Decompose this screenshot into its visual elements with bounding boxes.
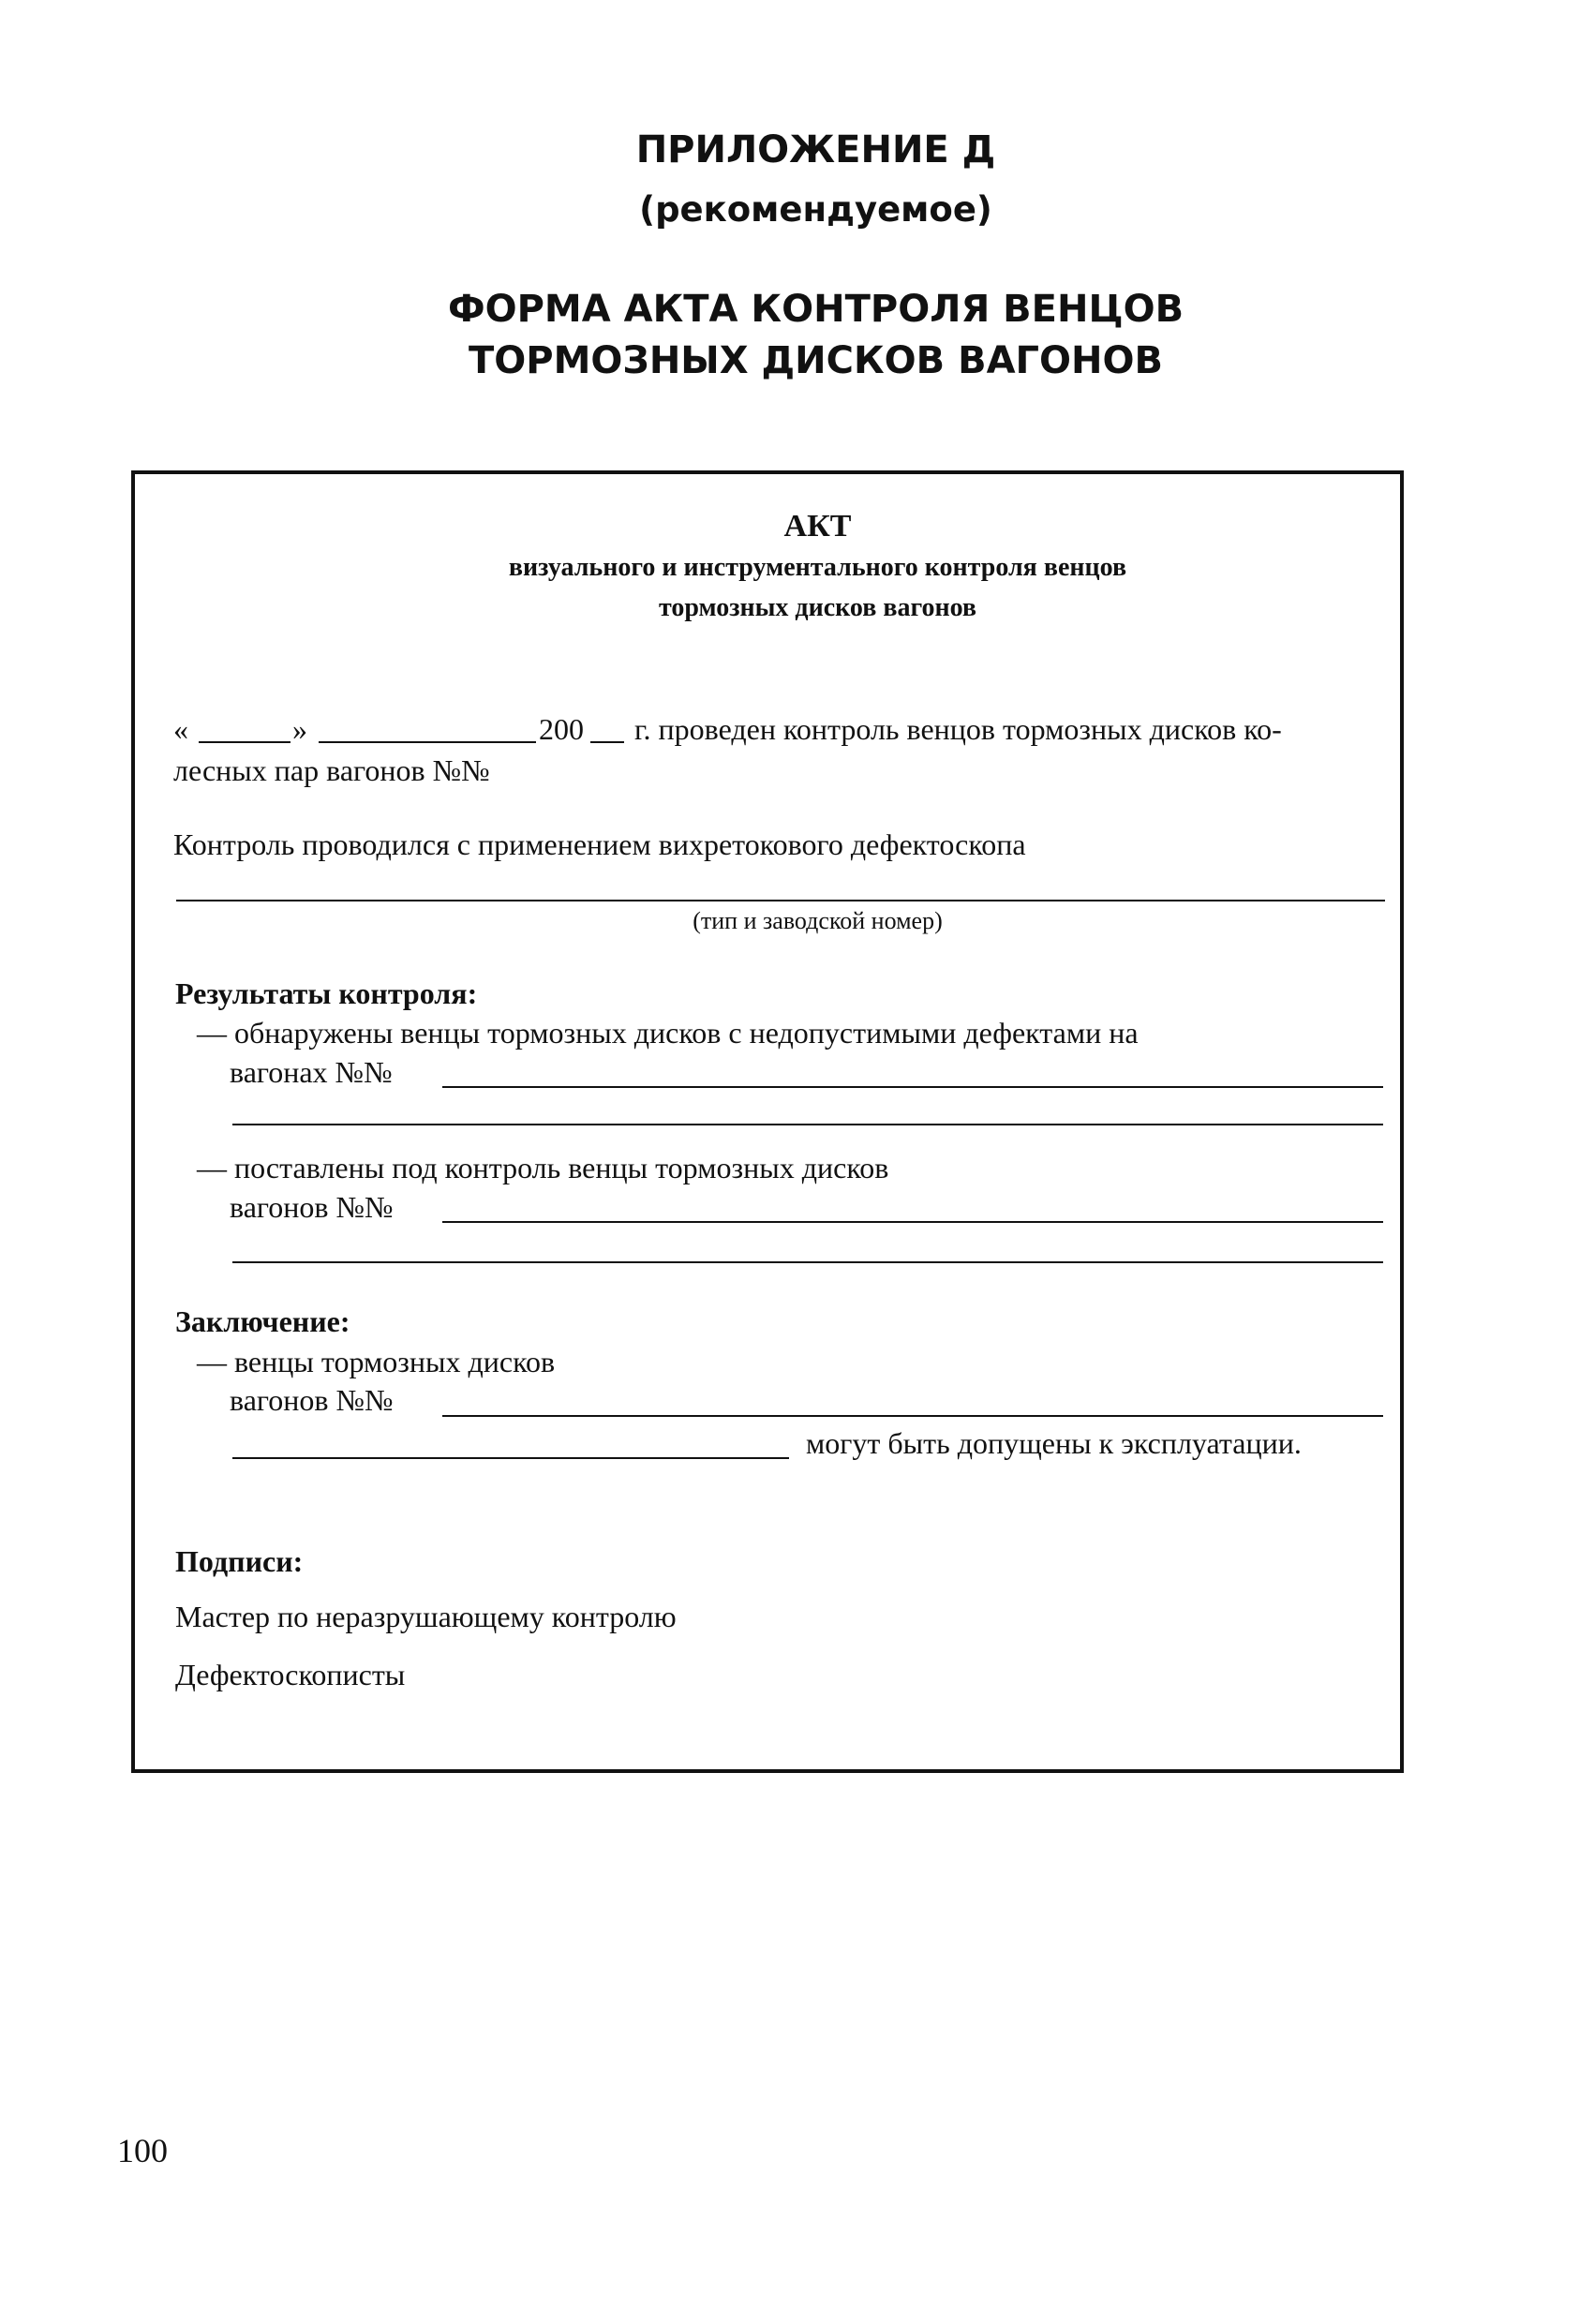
conclusion-tail: могут быть допущены к эксплуатации. (806, 1426, 1302, 1460)
appendix-title: ПРИЛОЖЕНИЕ Д (635, 128, 996, 171)
act-subtitle-line2: тормозных дисков вагонов (658, 593, 977, 622)
result2-line2: вагонов №№ (230, 1190, 394, 1224)
date-month-blank[interactable] (319, 741, 536, 743)
result1-line2: вагонах №№ (230, 1055, 393, 1089)
result2-line1: — поставлены под контроль венцы тормозных дисков (197, 1151, 889, 1184)
device-type-blank[interactable] (176, 900, 1385, 901)
appendix-note: (рекомендуемое) (639, 189, 992, 230)
intro-text: г. проведен контроль венцов тормозных дисков ко- (634, 712, 1282, 746)
date-day-blank[interactable] (199, 741, 290, 743)
device-text: Контроль проводился с применением вихретокового дефектоскопа (173, 827, 1026, 861)
conclusion-line1: — венцы тормозных дисков (197, 1345, 556, 1378)
date-close-quote: » (292, 712, 307, 746)
page-number: 100 (117, 2132, 168, 2169)
signatures-heading: Подписи: (175, 1544, 304, 1578)
conclusion-wagons-blank-2[interactable] (232, 1457, 789, 1459)
conclusion-line2: вагонов №№ (230, 1383, 394, 1417)
conclusion-heading: Заключение: (175, 1304, 350, 1338)
act-title: АКТ (783, 509, 852, 544)
result1-wagons-blank[interactable] (442, 1086, 1383, 1088)
year-prefix: 200 (539, 712, 584, 746)
signature-master: Мастер по неразрушающему контролю (175, 1600, 677, 1633)
conclusion-wagons-blank[interactable] (442, 1415, 1383, 1417)
result1-wagons-blank-2[interactable] (232, 1124, 1383, 1125)
act-subtitle-line1: визуального и инструментального контроля венцов (508, 553, 1127, 582)
result1-line1: — обнаружены венцы тормозных дисков с недопустимыми дефектами на (197, 1016, 1139, 1050)
result2-wagons-blank-2[interactable] (232, 1261, 1383, 1263)
result2-wagons-blank[interactable] (442, 1221, 1383, 1223)
intro-text-line2: лесных пар вагонов №№ (173, 753, 490, 787)
year-blank[interactable] (590, 741, 624, 743)
form-title-line2: ТОРМОЗНЫХ ДИСКОВ ВАГОНОВ (469, 339, 1163, 382)
signature-inspectors: Дефектоскописты (175, 1658, 406, 1691)
form-title-line1: ФОРМА АКТА КОНТРОЛЯ ВЕНЦОВ (447, 288, 1184, 331)
results-heading: Результаты контроля: (175, 976, 478, 1010)
date-open-quote: « (173, 712, 188, 746)
act-form-frame (131, 470, 1404, 1773)
device-caption: (тип и заводской номер) (693, 907, 943, 934)
